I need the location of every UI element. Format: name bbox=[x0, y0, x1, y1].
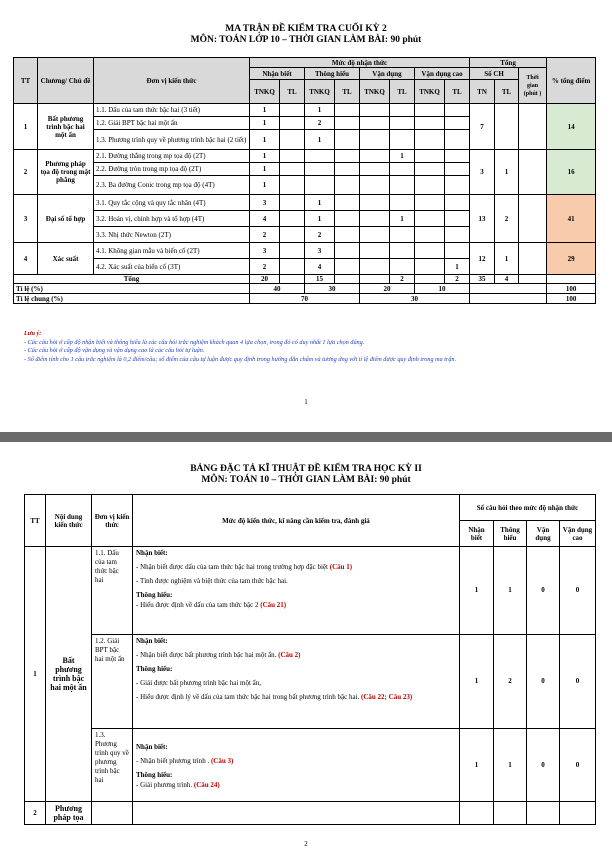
row-unit: 3.3. Nhị thức Newton (2T) bbox=[94, 227, 250, 243]
level-title: Thông hiểu: bbox=[136, 591, 173, 599]
page-number: 2 bbox=[304, 840, 308, 848]
cell-value: 35 bbox=[470, 275, 495, 284]
count-nb: 1 bbox=[460, 547, 494, 635]
hdr-tn: TN bbox=[470, 80, 495, 104]
desc-line: - Giải phương trình. bbox=[136, 781, 193, 789]
cell-value bbox=[445, 243, 470, 259]
count-vdc: 0 bbox=[560, 729, 596, 802]
hdr-tnkq: TNKQ bbox=[305, 80, 335, 104]
hdr-thoi-gian: Thời gian (phút ) bbox=[519, 68, 547, 104]
ratio-row bbox=[14, 284, 596, 294]
level-title: Thông hiểu: bbox=[136, 665, 173, 673]
note-line: - Các câu hỏi ở cấp độ vận dụng và vận dụng cao là các câu hỏi tự luận. bbox=[24, 347, 205, 355]
hdr-tnkq: TNKQ bbox=[415, 80, 445, 104]
question-ref: (Câu 3) bbox=[210, 757, 234, 765]
cell-value: 1 bbox=[495, 150, 519, 195]
level-title: Nhận biết: bbox=[136, 637, 168, 645]
table-row bbox=[25, 635, 596, 729]
hdr-noi-dung: Nội dung kiến thức bbox=[46, 495, 92, 547]
cell-value: 30 bbox=[305, 284, 360, 294]
row-unit: 2.1. Đường thẳng trong mp tọa độ (2T) bbox=[94, 150, 250, 163]
cell-value bbox=[390, 259, 415, 275]
cell-value bbox=[305, 176, 335, 195]
unit-description bbox=[133, 729, 460, 802]
table-row bbox=[25, 802, 596, 825]
cell-value bbox=[495, 104, 519, 150]
cell-value: 4 bbox=[305, 259, 335, 275]
cell-value: 2 bbox=[250, 259, 280, 275]
hdr-tl: TL bbox=[390, 80, 415, 104]
cell-value: 1 bbox=[305, 130, 335, 150]
total-label: Tổng bbox=[14, 275, 250, 284]
row-unit: 4.2. Xác suất của biến cố (3T) bbox=[94, 259, 250, 275]
cell-value: 100 bbox=[547, 294, 596, 304]
cell-percent: 14 bbox=[547, 104, 596, 150]
row-tt: 1 bbox=[14, 104, 38, 150]
matrix-title: MA TRẬN ĐỀ KIỂM TRA CUỐI KỲ 2 bbox=[225, 24, 387, 34]
hdr-don-vi: Đơn vị kiến thức bbox=[94, 58, 250, 104]
cell-value: 2 bbox=[250, 227, 280, 243]
row-unit: 1.1. Dấu của tam thức bậc hai bbox=[92, 547, 133, 635]
row-chapter: Xác suất bbox=[38, 243, 94, 275]
row-tt: 2 bbox=[25, 802, 46, 825]
cell-value: 1 bbox=[305, 195, 335, 211]
desc-line: - Tính được nghiệm và biệt thức của tam thức bậc hai. bbox=[136, 577, 288, 585]
row-unit: 4.1. Không gian mẫu và biến cố (2T) bbox=[94, 243, 250, 259]
count-vd: 0 bbox=[527, 635, 560, 729]
cell-value: 20 bbox=[250, 275, 280, 284]
cell-value: 1 bbox=[390, 150, 415, 163]
row-unit: 2.3. Ba đường Conic trong mp tọa độ (4T) bbox=[94, 176, 250, 195]
table-row bbox=[14, 150, 596, 163]
ratio-label: Tỉ lệ (%) bbox=[14, 284, 250, 294]
count-vdc: 0 bbox=[560, 635, 596, 729]
cell-value: 1 bbox=[250, 150, 280, 163]
hdr-van-dung: Vận dụng bbox=[360, 68, 415, 80]
hdr-th: Thông hiểu bbox=[494, 521, 527, 547]
notes-title: Lưu ý: bbox=[24, 330, 42, 337]
question-ref: (Câu 21) bbox=[260, 601, 287, 609]
count-vdc: 0 bbox=[560, 547, 596, 635]
cell-value bbox=[390, 130, 415, 150]
cell-value bbox=[390, 243, 415, 259]
cell-percent: 16 bbox=[547, 150, 596, 195]
cell-value: 7 bbox=[470, 104, 495, 150]
page-2 bbox=[0, 442, 612, 856]
note-line: - Các câu hỏi ở cấp độ nhận biết và thông hiểu là các câu hỏi trắc nghiệm khách quan 4 lựa chọn, trong đó có duy nhất 1 lựa chọn đúng. bbox=[24, 338, 365, 346]
hdr-van-dung-cao: Vận dụng cao bbox=[415, 68, 470, 80]
hdr-tong: Tổng bbox=[470, 58, 547, 68]
cell-value bbox=[305, 150, 335, 163]
row-unit: 1.1. Dấu của tam thức bậc hai (3 tiết) bbox=[94, 104, 250, 117]
cell-value: 2 bbox=[495, 195, 519, 243]
count-vd: 0 bbox=[527, 547, 560, 635]
hdr-thong-hieu: Thông hiểu bbox=[305, 68, 360, 80]
hdr-tnkq: TNKQ bbox=[250, 80, 280, 104]
hdr-tl: TL bbox=[495, 80, 519, 104]
cell-value: 3 bbox=[250, 195, 280, 211]
count-th: 1 bbox=[494, 729, 527, 802]
question-ref: (Câu 24) bbox=[193, 781, 220, 789]
cell-value: 1 bbox=[250, 163, 280, 176]
row-content: Bất phương trình bậc hai một ẩn bbox=[46, 547, 92, 802]
row-tt: 4 bbox=[14, 243, 38, 275]
hdr-tnkq: TNKQ bbox=[360, 80, 390, 104]
cell-value: 10 bbox=[415, 284, 470, 294]
hdr-so-cau: Số câu hỏi theo mức độ nhận thức bbox=[460, 495, 596, 521]
row-tt: 3 bbox=[14, 195, 38, 243]
count-th: 1 bbox=[494, 547, 527, 635]
hdr-tt: TT bbox=[25, 495, 46, 547]
count-th: 2 bbox=[494, 635, 527, 729]
row-chapter: Đại số tổ hợp bbox=[38, 195, 94, 243]
ratio-general-row bbox=[14, 294, 596, 304]
cell-value: 1 bbox=[495, 243, 519, 275]
hdr-chuong: Chương/ Chủ đề bbox=[38, 58, 94, 104]
row-unit: 1.2. Giải BPT bậc hai một ẩn bbox=[94, 117, 250, 130]
row-unit: 1.3. Phương trình quy về phương trình bậc hai (2 tiết) bbox=[94, 130, 250, 150]
cell-value bbox=[305, 163, 335, 176]
cell-value: 3 bbox=[250, 243, 280, 259]
cell-value: 20 bbox=[360, 284, 415, 294]
cell-value: 12 bbox=[470, 243, 495, 275]
table-row bbox=[25, 547, 596, 635]
table-row bbox=[25, 729, 596, 802]
hdr-nhan-biet: Nhận biết bbox=[250, 68, 305, 80]
cell-value: 4 bbox=[495, 275, 519, 284]
desc-line: - Nhận biết phương trình . bbox=[136, 757, 210, 765]
total-row bbox=[14, 275, 596, 284]
row-unit: 1.3. Phương trình quy về phương trình bậc hai bbox=[92, 729, 133, 802]
cell-value: 100 bbox=[547, 284, 596, 294]
hdr-don-vi: Đơn vị kiến thức bbox=[92, 495, 133, 547]
cell-value: 1 bbox=[250, 176, 280, 195]
cell-value: 2 bbox=[445, 275, 470, 284]
spec-table bbox=[24, 494, 596, 825]
level-title: Nhận biết: bbox=[136, 549, 168, 557]
hdr-muc-do: Mức độ nhận thức bbox=[250, 58, 470, 68]
level-title: Nhận biết: bbox=[136, 743, 168, 751]
row-content: Phương pháp tọa bbox=[46, 802, 92, 825]
cell-value: 13 bbox=[470, 195, 495, 243]
cell-value: 2 bbox=[390, 275, 415, 284]
unit-description bbox=[133, 635, 460, 729]
row-unit: 3.1. Quy tắc cộng và quy tắc nhân (4T) bbox=[94, 195, 250, 211]
matrix-table bbox=[13, 57, 596, 304]
cell-value bbox=[390, 227, 415, 243]
question-ref: (Câu 2) bbox=[278, 651, 301, 659]
cell-value: 3 bbox=[305, 243, 335, 259]
hdr-vdc: Vận dụng cao bbox=[560, 521, 596, 547]
row-unit: 3.2. Hoán vị, chỉnh hợp và tổ hợp (4T) bbox=[94, 211, 250, 227]
count-nb: 1 bbox=[460, 635, 494, 729]
cell-value: 30 bbox=[360, 294, 470, 304]
hdr-tl: TL bbox=[445, 80, 470, 104]
desc-line: - Nhận biết được dấu của tam thức bậc hai trong trường hợp đặc biệt bbox=[136, 563, 328, 571]
matrix-subtitle: MÔN: TOÁN LỚP 10 – THỜI GIAN LÀM BÀI: 90 phút bbox=[190, 35, 422, 45]
cell-value: 1 bbox=[305, 211, 335, 227]
question-ref: (Câu 1) bbox=[329, 563, 353, 571]
hdr-vd: Vận dụng bbox=[527, 521, 560, 547]
desc-line: - Hiểu được định lý về dấu của tam thức bậc hai trong bất phương trình bậc hai. bbox=[136, 693, 360, 701]
cell-value: 1 bbox=[305, 104, 335, 117]
cell-value: 1 bbox=[250, 117, 280, 130]
note-line: - Số điểm tính cho 1 câu trắc nghiệm là 0,2 điểm/câu; số điểm của câu tự luận được quy định trong hướng dẫn chấm và tương ứng với tỉ lệ điểm được quy định trong ma trận. bbox=[24, 355, 457, 363]
cell-value: 1 bbox=[390, 211, 415, 227]
cell-value bbox=[390, 104, 415, 117]
spec-title: BẢNG ĐẶC TẢ KĨ THUẬT ĐỀ KIỂM TRA HỌC KỲ II bbox=[190, 464, 422, 474]
hdr-so-ch: Số CH bbox=[470, 68, 519, 80]
cell-value: 40 bbox=[250, 284, 305, 294]
count-vd: 0 bbox=[527, 729, 560, 802]
desc-line: - Giải được bất phương trình bậc hai một ẩn, bbox=[136, 679, 262, 687]
hdr-tl: TL bbox=[280, 80, 305, 104]
cell-value bbox=[390, 117, 415, 130]
level-title: Thông hiểu: bbox=[136, 771, 173, 779]
cell-value bbox=[390, 176, 415, 195]
hdr-tl: TL bbox=[335, 80, 360, 104]
row-unit: 2.2. Đường tròn trong mp tọa độ (2T) bbox=[94, 163, 250, 176]
cell-value: 70 bbox=[250, 294, 360, 304]
row-tt: 2 bbox=[14, 150, 38, 195]
cell-value: 2 bbox=[305, 117, 335, 130]
cell-value: 2 bbox=[305, 227, 335, 243]
count-nb: 1 bbox=[460, 729, 494, 802]
cell-value bbox=[390, 195, 415, 211]
table-row bbox=[14, 104, 596, 117]
row-chapter: Bất phương trình bậc hai một ẩn bbox=[38, 104, 94, 150]
cell-value: 4 bbox=[250, 211, 280, 227]
cell-percent: 29 bbox=[547, 243, 596, 275]
cell-value: 1 bbox=[445, 259, 470, 275]
cell-value: 15 bbox=[305, 275, 335, 284]
row-unit: 1.2. Giải BPT bậc hai một ẩn bbox=[92, 635, 133, 729]
cell-value: 1 bbox=[250, 130, 280, 150]
unit-description bbox=[133, 547, 460, 635]
cell-value: 1 bbox=[250, 104, 280, 117]
hdr-phan-tram: % tổng điểm bbox=[547, 58, 596, 104]
question-ref: (Câu 22; Câu 23) bbox=[361, 693, 413, 701]
spec-subtitle: MÔN: TOÁN 10 – THỜI GIAN LÀM BÀI: 90 phút bbox=[201, 475, 411, 485]
table-row bbox=[14, 243, 596, 259]
row-chapter: Phương pháp tọa độ trong mặt phẳng bbox=[38, 150, 94, 195]
notes bbox=[24, 330, 584, 364]
cell-percent: 41 bbox=[547, 195, 596, 243]
desc-line: - Nhận biết được bất phương trình bậc hai một ẩn. bbox=[136, 651, 277, 659]
ratio-general-label: Tỉ lệ chung (%) bbox=[14, 294, 250, 304]
hdr-nb: Nhận biết bbox=[460, 521, 494, 547]
hdr-muc-do: Mức độ kiến thức, kĩ năng cần kiểm tra, đánh giá bbox=[133, 495, 460, 547]
hdr-tt: TT bbox=[14, 58, 38, 104]
page-number: 1 bbox=[304, 398, 308, 406]
row-tt: 1 bbox=[25, 547, 46, 802]
cell-value: 3 bbox=[470, 150, 495, 195]
desc-line: - Hiểu được định về dấu của tam thức bậc 2 bbox=[136, 601, 259, 609]
table-row bbox=[14, 195, 596, 211]
cell-value bbox=[390, 163, 415, 176]
page-separator bbox=[0, 432, 612, 442]
